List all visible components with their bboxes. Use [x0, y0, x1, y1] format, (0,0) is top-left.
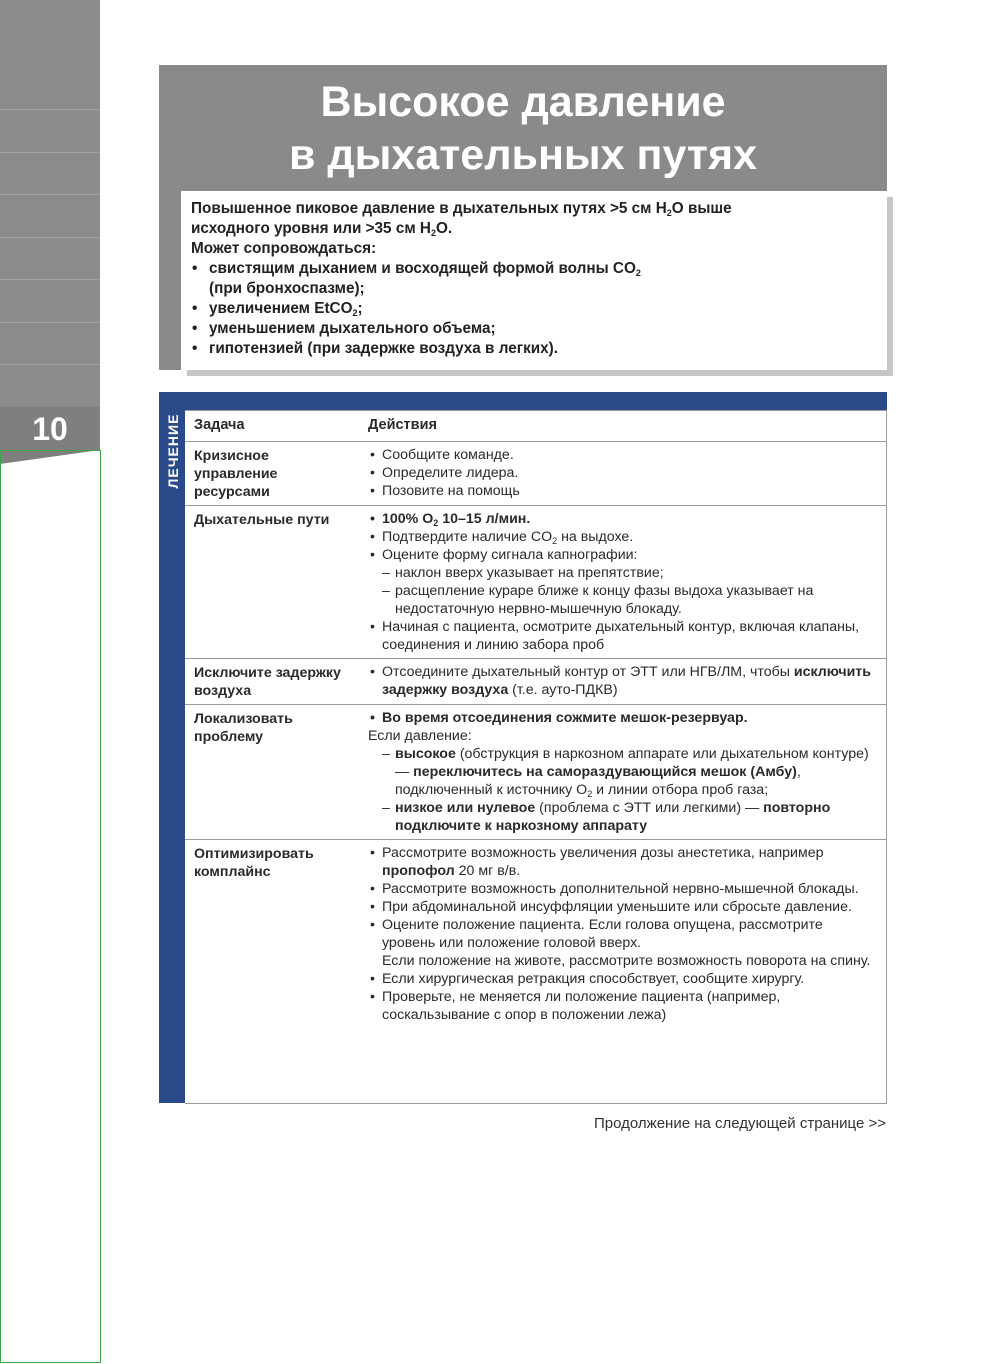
text: (т.е. ауто-ПДКВ): [508, 682, 618, 698]
subscript: 2: [352, 308, 358, 318]
task-cell: Исключите задержку воздуха: [185, 659, 356, 705]
list-item: • При абдоминальной инсуффляции уменьшите или сбросьте давление.: [368, 898, 879, 916]
tab-divider: [0, 237, 100, 238]
text: Оцените форму сигнала капнографии:: [382, 547, 638, 563]
symptom-list: [191, 259, 877, 359]
list-item: • Сообщите команде.: [368, 446, 879, 464]
text: переключитесь на самораздувающийся мешок (Амбу): [413, 764, 797, 780]
subscript: 2: [587, 789, 593, 799]
table-top-bar: [159, 392, 887, 410]
chapter-number: 10: [32, 411, 68, 447]
table-row: [185, 840, 887, 1029]
list-item: [368, 528, 879, 546]
text: ;: [357, 300, 363, 317]
subscript: 2: [635, 268, 641, 278]
actions-cell: [356, 840, 887, 1029]
text: на выдохе.: [557, 529, 634, 545]
tab-divider: [0, 279, 100, 280]
table-side-bar: [159, 392, 185, 1103]
list-item: [191, 299, 877, 319]
subscript: 2: [552, 536, 558, 546]
text: Повышенное пиковое давление в дыхательных путях >5 см H: [191, 200, 667, 217]
table-row: [185, 659, 887, 705]
text: исключить задержку воздуха: [382, 664, 871, 698]
description-line: [191, 219, 877, 239]
inactive-tabs: [0, 0, 100, 407]
text: Если положение на животе, рассмотрите возможность поворота на спину.: [382, 953, 871, 969]
description-box: [181, 191, 887, 370]
table-row: [185, 442, 887, 506]
list-item: • Проверьте, не меняется ли положение пациента (например, соскальзывание с опор в положении лежа): [368, 988, 879, 1024]
tab-divider: [0, 322, 100, 323]
text: Оцените положение пациента. Если голова опущена, рассмотрите уровень или положение головой вверх.: [382, 917, 823, 951]
tab-divider: [0, 194, 100, 195]
list-item: [368, 510, 879, 528]
column-header-task: Задача: [185, 410, 356, 442]
text: , подключенный к источнику O: [395, 764, 801, 798]
text: 20 мг в/в.: [454, 863, 521, 879]
list-item: [368, 916, 879, 970]
actions-cell: [356, 705, 887, 840]
text: и линии отбора проб газа;: [592, 782, 769, 798]
title-line-1: Высокое давление: [320, 78, 726, 126]
treatment-table: [185, 410, 887, 1028]
text: 100% O: [382, 511, 434, 527]
dash-item: – наклон вверх указывает на препятствие;: [382, 564, 879, 582]
text: увеличением EtCO: [209, 300, 353, 317]
text: 10–15 л/мин.: [438, 511, 531, 527]
title-line-2: в дыхательных путях: [289, 131, 757, 179]
dash-item: [382, 799, 879, 835]
actions-cell: [356, 506, 887, 659]
list-item: • Определите лидера.: [368, 464, 879, 482]
tab-divider: [0, 364, 100, 365]
text: (при бронхоспазме);: [209, 280, 365, 297]
text: Рассмотрите возможность увеличения дозы анестетика, например: [382, 845, 824, 861]
text: свистящим дыханием и восходящей формой волны CO: [209, 260, 636, 277]
list-item: • Если хирургическая ретракция способствует, сообщите хирургу.: [368, 970, 879, 988]
list-item: [368, 844, 879, 880]
table-header-row: [185, 410, 887, 442]
chapter-tabs: [0, 0, 100, 1364]
text: (проблема с ЭТТ или легкими) —: [535, 800, 764, 816]
subscript: 2: [433, 518, 439, 528]
if-pressure-label: Если давление:: [368, 728, 472, 744]
task-cell: Кризисное управление ресурсами: [185, 442, 356, 506]
subscript: 2: [666, 208, 672, 218]
text: повторно подключите к наркозному аппарату: [395, 800, 831, 834]
text: Подтвердите наличие CO: [382, 529, 553, 545]
task-cell: Оптимизировать комплайнс: [194, 846, 314, 880]
text: пропофол: [382, 863, 455, 879]
text: исходного уровня или >35 см H: [191, 220, 431, 237]
list-item: [368, 546, 879, 564]
text: O.: [435, 220, 453, 237]
side-label: ЛЕЧЕНИЕ: [165, 413, 181, 489]
list-item: • уменьшением дыхательного объема;: [191, 319, 877, 339]
page-title: [0, 76, 1000, 182]
active-chapter-tab: [0, 407, 100, 450]
subscript: 2: [430, 228, 436, 238]
description-line: [191, 199, 877, 219]
list-item: • Во время отсоединения сожмите мешок-резервуар.: [368, 709, 879, 727]
table-row: [185, 506, 887, 659]
column-header-actions: Действия: [356, 410, 887, 442]
list-item: [368, 663, 879, 699]
actions-cell: [356, 659, 887, 705]
list-item: • Рассмотрите возможность дополнительной нервно-мышечной блокады.: [368, 880, 879, 898]
text: низкое или нулевое: [395, 800, 536, 816]
list-item: [191, 259, 877, 299]
task-cell: Дыхательные пути: [185, 506, 356, 659]
text: Отсоедините дыхательный контур от ЭТТ или НГВ/ЛМ, чтобы: [382, 664, 794, 680]
dash-item: [382, 745, 879, 799]
text: (обструкция в наркозном аппарате или дыхательном контуре) —: [395, 746, 869, 780]
dash-item: – расщепление кураре ближе к концу фазы выдоха указывает на недостаточную нервно-мышечную блокаду.: [382, 582, 879, 618]
chapter-border: [0, 450, 101, 1363]
text: высокое: [395, 746, 456, 762]
table-row: [185, 705, 887, 840]
description-line: Может сопровождаться:: [191, 240, 377, 257]
task-cell: Локализовать проблему: [185, 705, 356, 840]
list-item: • Начиная с пациента, осмотрите дыхательный контур, включая клапаны, соединения и линию забора проб: [368, 618, 879, 654]
continue-note: Продолжение на следующей странице >>: [594, 1115, 886, 1132]
text: O выше: [671, 200, 732, 217]
actions-cell: [356, 442, 887, 506]
treatment-table-block: [159, 392, 887, 1103]
list-item: • гипотензией (при задержке воздуха в легких).: [191, 339, 877, 359]
list-item: • Позовите на помощь: [368, 482, 879, 500]
